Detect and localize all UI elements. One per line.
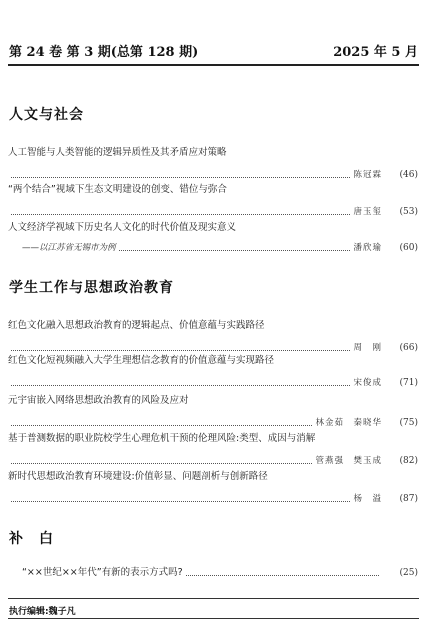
toc-entry-title: 人工智能与人类智能的逻辑异质性及其矛盾应对策略 [8, 147, 227, 158]
toc-entry-title: 人文经济学视域下历史名人文化的时代价值及现实意义 [8, 222, 237, 233]
toc-entry-author: 周 刚 [353, 343, 382, 353]
toc-entry-author: 唐玉玺 [353, 207, 382, 217]
toc-entry-page: (46) [399, 170, 418, 180]
leader-dots [11, 385, 350, 386]
footer-rule [8, 598, 419, 599]
issue-date: 2025 年 5 月 [333, 44, 418, 60]
footer-bottom-rule [8, 618, 419, 619]
leader-dots [186, 575, 379, 576]
leader-dots [11, 177, 350, 178]
leader-dots [11, 425, 312, 426]
journal-header [9, 40, 418, 60]
toc-entry-title: 红色文化短视频融入大学生理想信念教育的价值意蕴与实现路径 [8, 355, 275, 366]
toc-entry-author: 管燕强 樊玉成 [315, 456, 382, 466]
toc-entry[interactable] [8, 222, 418, 254]
toc-entry[interactable] [8, 184, 418, 218]
toc-entry[interactable] [8, 147, 418, 181]
toc-entry-author: 宋俊成 [353, 378, 382, 388]
toc-entry-page: (60) [399, 243, 418, 253]
toc-entry-author: 林金茹 秦晓华 [315, 418, 382, 428]
toc-entry-author: 潘欣瑜 [353, 243, 382, 253]
leader-dots [11, 350, 350, 351]
toc-entry-page: (71) [399, 378, 418, 388]
toc-entry-page: (82) [399, 456, 418, 466]
toc-entry-title: 元宇宙嵌入网络思想政治教育的风险及应对 [8, 395, 189, 406]
toc-entry-title: 红色文化融入思想政治教育的逻辑起点、价值意蕴与实践路径 [8, 320, 265, 331]
leader-dots [119, 250, 351, 251]
toc-entry-subtitle: ——以江苏省无锡市为例 [22, 243, 116, 253]
leader-dots [11, 501, 350, 502]
toc-entry[interactable] [8, 567, 418, 579]
section-title-student-work: 学生工作与思想政治教育 [9, 280, 174, 296]
toc-entry-title: “两个结合”视域下生态文明建设的创变、错位与弥合 [8, 184, 227, 195]
toc-entry-author: 陈冠霖 [353, 170, 382, 180]
section-title-humanities: 人文与社会 [9, 107, 84, 123]
toc-entry-page: (25) [399, 568, 418, 578]
toc-entry-page: (75) [399, 418, 418, 428]
toc-entry[interactable] [8, 320, 418, 354]
header-rule [8, 64, 419, 66]
section-title-filler: 补 白 [9, 531, 54, 547]
toc-entry-author: 杨 溢 [353, 494, 382, 504]
toc-entry-title: “××世纪××年代”有新的表示方式吗? [22, 567, 183, 578]
toc-entry-page: (87) [399, 494, 418, 504]
toc-entry-title: 新时代思想政治教育环境建设:价值彰显、问题剖析与创新路径 [8, 471, 268, 482]
toc-entry-page: (53) [399, 207, 418, 217]
toc-entry[interactable] [8, 471, 418, 505]
issue-info: 第 24 卷 第 3 期(总第 128 期) [9, 44, 199, 60]
leader-dots [11, 463, 312, 464]
toc-entry-title: 基于普测数据的职业院校学生心理危机干预的伦理风险:类型、成因与消解 [8, 433, 316, 444]
toc-entry[interactable] [8, 355, 418, 389]
leader-dots [11, 214, 350, 215]
toc-entry-page: (66) [399, 343, 418, 353]
toc-entry[interactable] [8, 395, 418, 429]
toc-entry[interactable] [8, 433, 418, 467]
executive-editor: 执行编辑:魏子凡 [9, 607, 76, 617]
